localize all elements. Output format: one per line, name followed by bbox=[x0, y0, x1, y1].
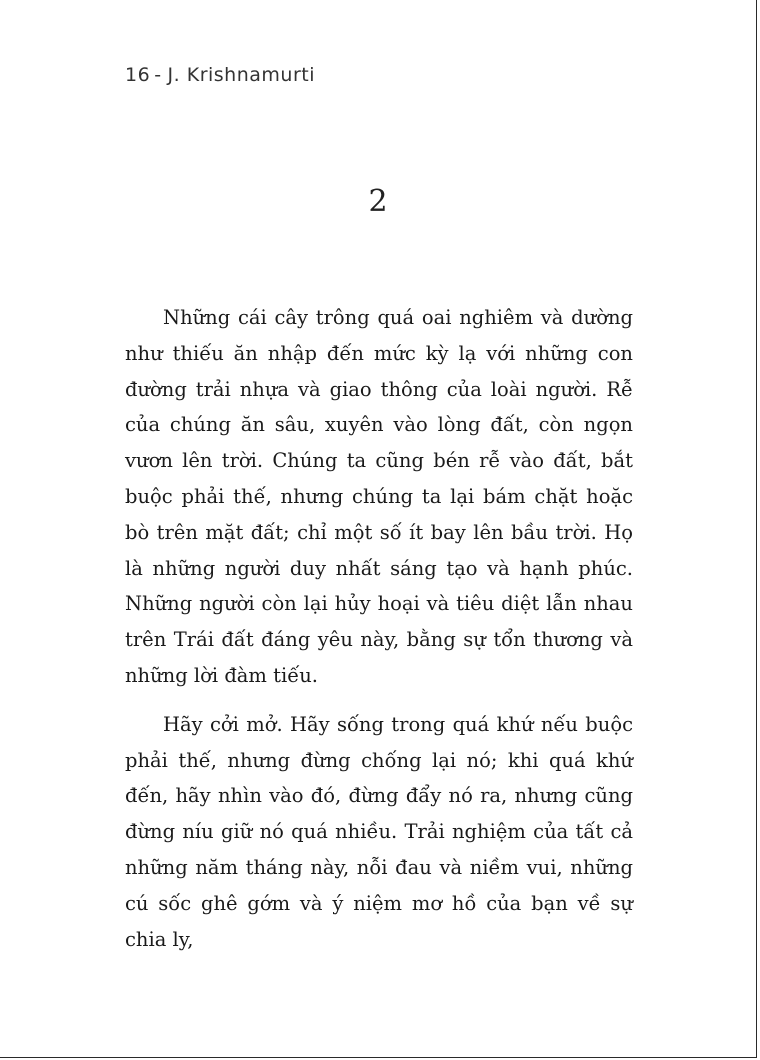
paragraph: Hãy cởi mở. Hãy sống trong quá khứ nếu buộc phải thế, nhưng đừng chống lại nó; khi quá khứ đến, hãy nhìn vào đó, đừng đẩy nó ra, nhưng cũng đừng níu giữ nó quá nhiều. Trải nghiệm của tất cả những năm tháng này, nỗi đau và niềm vui, những cú sốc ghê gớm và ý niệm mơ hồ của bạn về sự chia ly, bbox=[125, 712, 633, 951]
header-separator: - bbox=[154, 64, 162, 86]
author-name: J. Krishnamurti bbox=[167, 64, 315, 86]
body-text bbox=[125, 300, 633, 970]
chapter-number: 2 bbox=[368, 184, 388, 219]
running-header bbox=[125, 64, 315, 86]
paragraph: Những cái cây trông quá oai nghiêm và dường như thiếu ăn nhập đến mức kỳ lạ với những con đường trải nhựa và giao thông của loài người. Rễ của chúng ăn sâu, xuyên vào lòng đất, còn ngọn vươn lên trời. Chúng ta cũng bén rễ vào đất, bắt buộc phải thế, nhưng chúng ta lại bám chặt hoặc bò trên mặt đất; chỉ một số ít bay lên bầu trời. Họ là những người duy nhất sáng tạo và hạnh phúc. Những người còn lại hủy hoại và tiêu diệt lẫn nhau trên Trái đất đáng yêu này, bằng sự tổn thương và những lời đàm tiếu. bbox=[125, 306, 633, 687]
page-number: 16 bbox=[125, 64, 151, 86]
